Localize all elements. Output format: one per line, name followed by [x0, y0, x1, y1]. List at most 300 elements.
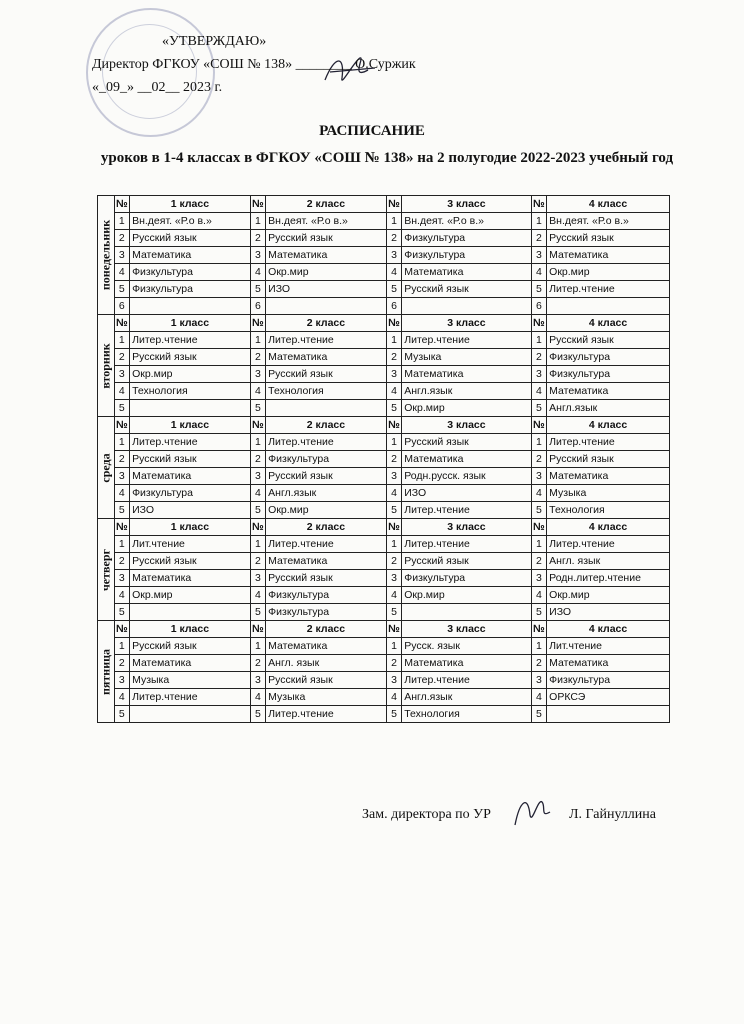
lesson-number: 4 [386, 264, 401, 281]
num-header: № [114, 196, 129, 213]
lesson-row [98, 264, 670, 281]
lesson-number: 1 [250, 332, 265, 349]
subject-cell: Русский язык [402, 434, 531, 451]
lesson-row [98, 383, 670, 400]
subject-cell: Литер.чтение [547, 281, 670, 298]
lesson-number: 5 [531, 400, 546, 417]
class-header: 3 класс [402, 621, 531, 638]
subject-cell: Окр.мир [402, 400, 531, 417]
lesson-number: 4 [114, 264, 129, 281]
day-name: вторник [98, 342, 113, 389]
lesson-number: 4 [114, 383, 129, 400]
lesson-row [98, 485, 670, 502]
subject-cell: Русский язык [130, 230, 251, 247]
subject-cell: Англ. язык [266, 655, 387, 672]
lesson-number: 2 [531, 451, 546, 468]
subject-cell: Англ.язык [402, 383, 531, 400]
lesson-number: 1 [250, 536, 265, 553]
subject-cell: Физкультура [266, 604, 387, 621]
subject-cell: Физкультура [130, 485, 251, 502]
lesson-number: 2 [114, 553, 129, 570]
lesson-row [98, 689, 670, 706]
subject-cell: Англ. язык [547, 553, 670, 570]
lesson-number: 2 [386, 451, 401, 468]
lesson-number: 2 [386, 230, 401, 247]
class-header: 2 класс [266, 417, 387, 434]
class-header: 4 класс [547, 196, 670, 213]
subject-cell: ИЗО [402, 485, 531, 502]
lesson-number: 3 [386, 366, 401, 383]
subject-cell: Математика [130, 247, 251, 264]
subject-cell [130, 400, 251, 417]
lesson-number: 1 [114, 332, 129, 349]
lesson-row [98, 672, 670, 689]
day-name: четверг [98, 548, 113, 591]
subject-cell: Математика [547, 468, 670, 485]
subject-cell: Окр.мир [130, 587, 251, 604]
subject-cell: Математика [547, 247, 670, 264]
lesson-number: 5 [250, 604, 265, 621]
subject-cell: Физкультура [547, 349, 670, 366]
lesson-row [98, 502, 670, 519]
subject-cell: Музыка [547, 485, 670, 502]
lesson-number: 4 [531, 264, 546, 281]
lesson-row [98, 298, 670, 315]
subject-cell: Русский язык [547, 451, 670, 468]
lesson-number: 6 [386, 298, 401, 315]
lesson-number: 3 [250, 247, 265, 264]
lesson-number: 5 [386, 604, 401, 621]
subject-cell: Литер.чтение [266, 536, 387, 553]
num-header: № [250, 315, 265, 332]
num-header: № [114, 417, 129, 434]
header-row [98, 519, 670, 536]
class-header: 3 класс [402, 417, 531, 434]
lesson-number: 5 [250, 400, 265, 417]
lesson-row [98, 468, 670, 485]
subject-cell: Русский язык [266, 366, 387, 383]
class-header: 2 класс [266, 621, 387, 638]
subject-cell [402, 604, 531, 621]
lesson-number: 1 [531, 332, 546, 349]
lesson-number: 5 [386, 706, 401, 723]
subject-cell [547, 298, 670, 315]
num-header: № [250, 196, 265, 213]
num-header: № [386, 196, 401, 213]
num-header: № [531, 315, 546, 332]
lesson-number: 5 [114, 281, 129, 298]
lesson-number: 4 [531, 587, 546, 604]
subject-cell: Физкультура [402, 247, 531, 264]
subject-cell: Родн.литер.чтение [547, 570, 670, 587]
subject-cell: Технология [130, 383, 251, 400]
subject-cell: Англ.язык [402, 689, 531, 706]
subject-cell: Англ.язык [547, 400, 670, 417]
subject-cell: Окр.мир [266, 502, 387, 519]
lesson-number: 4 [114, 689, 129, 706]
subject-cell: Русский язык [402, 553, 531, 570]
lesson-number: 3 [114, 366, 129, 383]
lesson-number: 2 [386, 655, 401, 672]
subject-cell: Вн.деят. «Р.о в.» [402, 213, 531, 230]
lesson-number: 1 [386, 638, 401, 655]
num-header: № [250, 519, 265, 536]
num-header: № [531, 417, 546, 434]
lesson-number: 2 [531, 553, 546, 570]
subject-cell: Окр.мир [402, 587, 531, 604]
lesson-number: 5 [114, 706, 129, 723]
lesson-number: 2 [250, 655, 265, 672]
subject-cell: Музыка [130, 672, 251, 689]
lesson-row [98, 281, 670, 298]
subject-cell: Математика [130, 570, 251, 587]
subject-cell: Литер.чтение [547, 434, 670, 451]
lesson-number: 2 [531, 349, 546, 366]
lesson-number: 1 [531, 213, 546, 230]
lesson-row [98, 366, 670, 383]
lesson-number: 2 [114, 349, 129, 366]
subject-cell: Физкультура [402, 570, 531, 587]
subject-cell: Родн.русск. язык [402, 468, 531, 485]
lesson-number: 6 [114, 298, 129, 315]
lesson-row [98, 655, 670, 672]
class-header: 2 класс [266, 315, 387, 332]
lesson-number: 5 [114, 400, 129, 417]
subject-cell: Технология [402, 706, 531, 723]
num-header: № [250, 621, 265, 638]
lesson-number: 4 [250, 383, 265, 400]
lesson-number: 2 [531, 230, 546, 247]
footer-position: Зам. директора по УР [362, 807, 491, 822]
lesson-number: 4 [386, 689, 401, 706]
day-label [98, 417, 115, 519]
lesson-row [98, 332, 670, 349]
subject-cell: Русск. язык [402, 638, 531, 655]
subject-cell: Литер.чтение [130, 434, 251, 451]
lesson-number: 2 [250, 451, 265, 468]
lesson-number: 3 [531, 468, 546, 485]
subject-cell: ИЗО [130, 502, 251, 519]
subject-cell: ОРКСЭ [547, 689, 670, 706]
lesson-number: 2 [114, 451, 129, 468]
num-header: № [386, 519, 401, 536]
subject-cell: Математика [130, 655, 251, 672]
director-line: Директор ФГКОУ «СОШ № 138» ________ О.Суржик [92, 57, 416, 72]
lesson-number: 4 [386, 587, 401, 604]
subject-cell: Математика [130, 468, 251, 485]
lesson-row [98, 587, 670, 604]
day-label [98, 196, 115, 315]
subject-cell: Литер.чтение [130, 332, 251, 349]
subject-cell: Лит.чтение [130, 536, 251, 553]
subject-cell: Русский язык [402, 281, 531, 298]
num-header: № [114, 315, 129, 332]
subject-cell: ИЗО [266, 281, 387, 298]
subject-cell: Музыка [402, 349, 531, 366]
lesson-row [98, 570, 670, 587]
subject-cell: Физкультура [547, 672, 670, 689]
subject-cell [266, 298, 387, 315]
subject-cell: Русский язык [130, 553, 251, 570]
lesson-number: 1 [386, 434, 401, 451]
lesson-number: 4 [250, 485, 265, 502]
approval-title: «УТВЕРЖДАЮ» [162, 34, 267, 49]
lesson-number: 5 [250, 281, 265, 298]
subject-cell: Математика [266, 247, 387, 264]
schedule-table [97, 195, 670, 723]
lesson-number: 2 [250, 553, 265, 570]
subject-cell: Литер.чтение [402, 502, 531, 519]
lesson-number: 1 [386, 332, 401, 349]
subject-cell: Русский язык [266, 672, 387, 689]
document-title: РАСПИСАНИЕ [319, 123, 425, 139]
class-header: 2 класс [266, 519, 387, 536]
subject-cell: Физкультура [266, 451, 387, 468]
lesson-number: 4 [250, 587, 265, 604]
subject-cell: Литер.чтение [266, 332, 387, 349]
lesson-number: 4 [386, 383, 401, 400]
footer [362, 807, 656, 823]
class-header: 2 класс [266, 196, 387, 213]
lesson-number: 2 [250, 349, 265, 366]
lesson-number: 5 [114, 604, 129, 621]
subject-cell [266, 400, 387, 417]
lesson-number: 3 [531, 247, 546, 264]
subject-cell: Англ.язык [266, 485, 387, 502]
subject-cell [130, 604, 251, 621]
lesson-number: 1 [114, 434, 129, 451]
header-row [98, 196, 670, 213]
subject-cell: Окр.мир [547, 264, 670, 281]
lesson-number: 4 [114, 485, 129, 502]
subject-cell: Вн.деят. «Р.о в.» [266, 213, 387, 230]
class-header: 3 класс [402, 519, 531, 536]
lesson-number: 6 [250, 298, 265, 315]
lesson-number: 3 [386, 468, 401, 485]
subject-cell: Технология [266, 383, 387, 400]
lesson-number: 5 [386, 281, 401, 298]
header-row [98, 417, 670, 434]
class-header: 3 класс [402, 196, 531, 213]
lesson-row [98, 247, 670, 264]
lesson-row [98, 553, 670, 570]
subject-cell: Математика [402, 655, 531, 672]
lesson-row [98, 638, 670, 655]
lesson-number: 4 [531, 485, 546, 502]
lesson-number: 4 [531, 383, 546, 400]
lesson-number: 2 [114, 655, 129, 672]
lesson-number: 3 [114, 468, 129, 485]
subject-cell: Технология [547, 502, 670, 519]
lesson-number: 3 [531, 570, 546, 587]
lesson-number: 1 [531, 638, 546, 655]
subject-cell: Русский язык [266, 230, 387, 247]
subject-cell: Литер.чтение [130, 689, 251, 706]
lesson-number: 4 [250, 264, 265, 281]
subject-cell: Вн.деят. «Р.о в.» [130, 213, 251, 230]
subject-cell: Литер.чтение [402, 536, 531, 553]
subject-cell: Математика [547, 655, 670, 672]
subject-cell [130, 706, 251, 723]
lesson-number: 2 [250, 230, 265, 247]
lesson-number: 3 [386, 570, 401, 587]
lesson-number: 5 [250, 706, 265, 723]
lesson-number: 3 [250, 672, 265, 689]
lesson-number: 1 [386, 536, 401, 553]
day-name: среда [98, 452, 113, 483]
subject-cell: Окр.мир [130, 366, 251, 383]
num-header: № [386, 621, 401, 638]
class-header: 4 класс [547, 417, 670, 434]
subject-cell: Математика [402, 264, 531, 281]
lesson-number: 1 [386, 213, 401, 230]
lesson-number: 3 [531, 672, 546, 689]
lesson-number: 5 [531, 706, 546, 723]
subject-cell: Русский язык [547, 230, 670, 247]
num-header: № [114, 519, 129, 536]
lesson-number: 1 [250, 434, 265, 451]
document-subtitle: уроков в 1-4 классах в ФГКОУ «СОШ № 138» на 2 полугодие 2022-2023 учебный год [100, 150, 674, 166]
lesson-number: 3 [250, 468, 265, 485]
lesson-number: 5 [531, 604, 546, 621]
lesson-number: 2 [531, 655, 546, 672]
lesson-number: 1 [114, 213, 129, 230]
lesson-number: 4 [250, 689, 265, 706]
subject-cell: Математика [266, 349, 387, 366]
subject-cell: Литер.чтение [402, 672, 531, 689]
num-header: № [531, 519, 546, 536]
subject-cell: Математика [402, 366, 531, 383]
subject-cell: Русский язык [130, 638, 251, 655]
subject-cell: Литер.чтение [266, 706, 387, 723]
lesson-number: 4 [114, 587, 129, 604]
day-label [98, 519, 115, 621]
lesson-number: 5 [531, 281, 546, 298]
lesson-row [98, 213, 670, 230]
lesson-number: 3 [114, 672, 129, 689]
subject-cell: Физкультура [547, 366, 670, 383]
approval-date: «_09_» __02__ 2023 г. [92, 80, 223, 95]
subject-cell [402, 298, 531, 315]
lesson-number: 3 [114, 247, 129, 264]
lesson-number: 1 [531, 536, 546, 553]
lesson-row [98, 536, 670, 553]
lesson-number: 5 [250, 502, 265, 519]
day-name: пятница [98, 648, 113, 695]
lesson-row [98, 706, 670, 723]
subject-cell: ИЗО [547, 604, 670, 621]
subject-cell: Математика [547, 383, 670, 400]
lesson-number: 3 [250, 366, 265, 383]
subject-cell: Лит.чтение [547, 638, 670, 655]
lesson-number: 1 [114, 638, 129, 655]
lesson-number: 2 [386, 349, 401, 366]
approval-block [92, 30, 416, 99]
subject-cell: Математика [402, 451, 531, 468]
num-header: № [386, 315, 401, 332]
class-header: 4 класс [547, 519, 670, 536]
num-header: № [531, 621, 546, 638]
lesson-row [98, 400, 670, 417]
num-header: № [114, 621, 129, 638]
subject-cell: Вн.деят. «Р.о в.» [547, 213, 670, 230]
subject-cell: Русский язык [547, 332, 670, 349]
lesson-number: 3 [386, 672, 401, 689]
lesson-number: 6 [531, 298, 546, 315]
subject-cell: Литер.чтение [266, 434, 387, 451]
lesson-row [98, 451, 670, 468]
class-header: 1 класс [130, 196, 251, 213]
lesson-number: 3 [250, 570, 265, 587]
class-header: 1 класс [130, 315, 251, 332]
subject-cell: Физкультура [402, 230, 531, 247]
subject-cell [547, 706, 670, 723]
lesson-number: 5 [386, 400, 401, 417]
lesson-number: 1 [250, 638, 265, 655]
lesson-number: 1 [114, 536, 129, 553]
header-row [98, 621, 670, 638]
num-header: № [386, 417, 401, 434]
day-label [98, 621, 115, 723]
lesson-row [98, 604, 670, 621]
class-header: 4 класс [547, 315, 670, 332]
subject-cell: Физкультура [130, 264, 251, 281]
lesson-number: 1 [531, 434, 546, 451]
subject-cell: Русский язык [130, 349, 251, 366]
lesson-number: 2 [114, 230, 129, 247]
subject-cell: Литер.чтение [547, 536, 670, 553]
subject-cell: Математика [266, 638, 387, 655]
deputy-signature [510, 790, 555, 830]
subject-cell: Литер.чтение [402, 332, 531, 349]
lesson-row [98, 434, 670, 451]
subject-cell: Математика [266, 553, 387, 570]
num-header: № [531, 196, 546, 213]
class-header: 1 класс [130, 417, 251, 434]
subject-cell: Русский язык [266, 468, 387, 485]
lesson-number: 5 [386, 502, 401, 519]
subject-cell [130, 298, 251, 315]
header-row [98, 315, 670, 332]
subject-cell: Музыка [266, 689, 387, 706]
lesson-number: 4 [531, 689, 546, 706]
subject-cell: Физкультура [130, 281, 251, 298]
class-header: 1 класс [130, 621, 251, 638]
subject-cell: Окр.мир [547, 587, 670, 604]
class-header: 3 класс [402, 315, 531, 332]
lesson-number: 3 [531, 366, 546, 383]
class-header: 1 класс [130, 519, 251, 536]
lesson-number: 2 [386, 553, 401, 570]
day-label [98, 315, 115, 417]
lesson-number: 5 [531, 502, 546, 519]
lesson-row [98, 230, 670, 247]
lesson-number: 3 [386, 247, 401, 264]
class-header: 4 класс [547, 621, 670, 638]
lesson-number: 4 [386, 485, 401, 502]
subject-cell: Русский язык [266, 570, 387, 587]
footer-name: Л. Гайнуллина [569, 807, 656, 822]
subject-cell: Русский язык [130, 451, 251, 468]
lesson-number: 1 [250, 213, 265, 230]
lesson-number: 5 [114, 502, 129, 519]
day-name: понедельник [98, 219, 113, 291]
lesson-number: 3 [114, 570, 129, 587]
num-header: № [250, 417, 265, 434]
lesson-row [98, 349, 670, 366]
subject-cell: Окр.мир [266, 264, 387, 281]
subject-cell: Физкультура [266, 587, 387, 604]
